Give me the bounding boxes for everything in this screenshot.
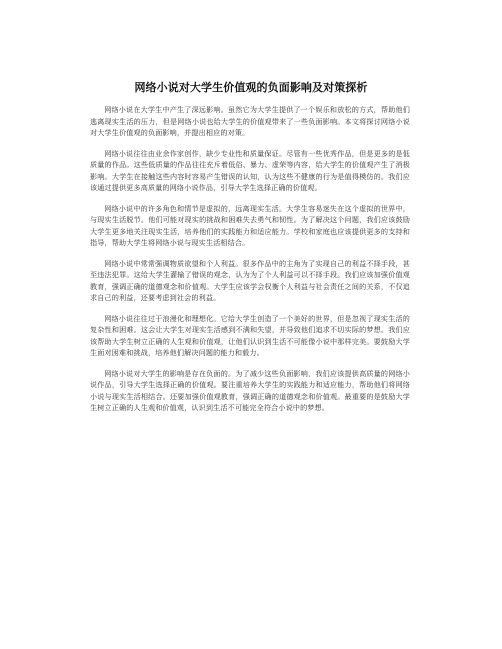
paragraph-4: 网络小说中常常强调物质欲望和个人利益。很多作品中的主角为了实现自己的利益不择手段，甚至违法犯罪。这给大学生灌输了错误的观念，认为为了个人利益可以不择手段。我们应该加强价值观教育，强调正确的道德观念和价值观。大学生应该学会权衡个人利益与社会责任之间的关系，不仅追求自己的利益，还要考虑到社会的利益。 — [90, 258, 410, 302]
paragraph-6: 网络小说对大学生的影响是存在负面的。为了减少这些负面影响，我们应该提供高质量的网络小说作品，引导大学生选择正确的价值观。要注重培养大学生的实践能力和适应能力，帮助他们将网络小说与现实生活相结合。还要加强价值观教育，强调正确的道德观念和价值观。最重要的是鼓励大学生树立正确的人生观和价值观，认识到生活不可能完全符合小说中的梦想。 — [90, 368, 410, 412]
paragraph-3: 网络小说中的许多角色和情节是虚拟的，远离现实生活。大学生容易迷失在这个虚拟的世界中，与现实生活脱节。他们可能对现实的挑战和困难失去勇气和韧性。为了解决这个问题，我们应该鼓励大学生更多地关注现实生活，培养他们的实践能力和适应能力。学校和家庭也应该提供更多的支持和指导，帮助大学生将网络小说与现实生活相结合。 — [90, 203, 410, 247]
document-title: 网络小说对大学生价值观的负面影响及对策探析 — [134, 81, 368, 94]
document-body — [90, 104, 410, 423]
paragraph-5: 网络小说往往过于浪漫化和理想化。它给大学生创造了一个美好的世界，但是忽视了现实生活的复杂性和困难。这会让大学生对现实生活感到不满和失望，并导致他们追求不切实际的梦想。我们应该帮助大学生树立正确的人生观和价值观，让他们认识到生活不可能像小说中那样完美。要鼓励大学生面对困难和挑战，培养他们解决问题的能力和毅力。 — [90, 313, 410, 357]
paragraph-1: 网络小说在大学生中产生了深远影响。虽然它为大学生提供了一个娱乐和放松的方式，帮助他们逃离现实生活的压力，但是网络小说也给大学生的价值观带来了一些负面影响。本文将探讨网络小说对大学生价值观的负面影响，并提出相应的对策。 — [90, 105, 410, 137]
paragraph-2: 网络小说往往由业余作家创作，缺少专业性和质量保证。尽管有一些优秀作品，但是更多的是低质量的作品。这些低质量的作品往往充斥着低俗、暴力、虚荣等内容，给大学生的价值观产生了消极影响。大学生在接触这些内容时容易产生错误的认知，认为这些不健康的行为是值得模仿的。我们应该通过提供更多高质量的网络小说作品，引导大学生选择正确的价值观。 — [90, 148, 410, 192]
